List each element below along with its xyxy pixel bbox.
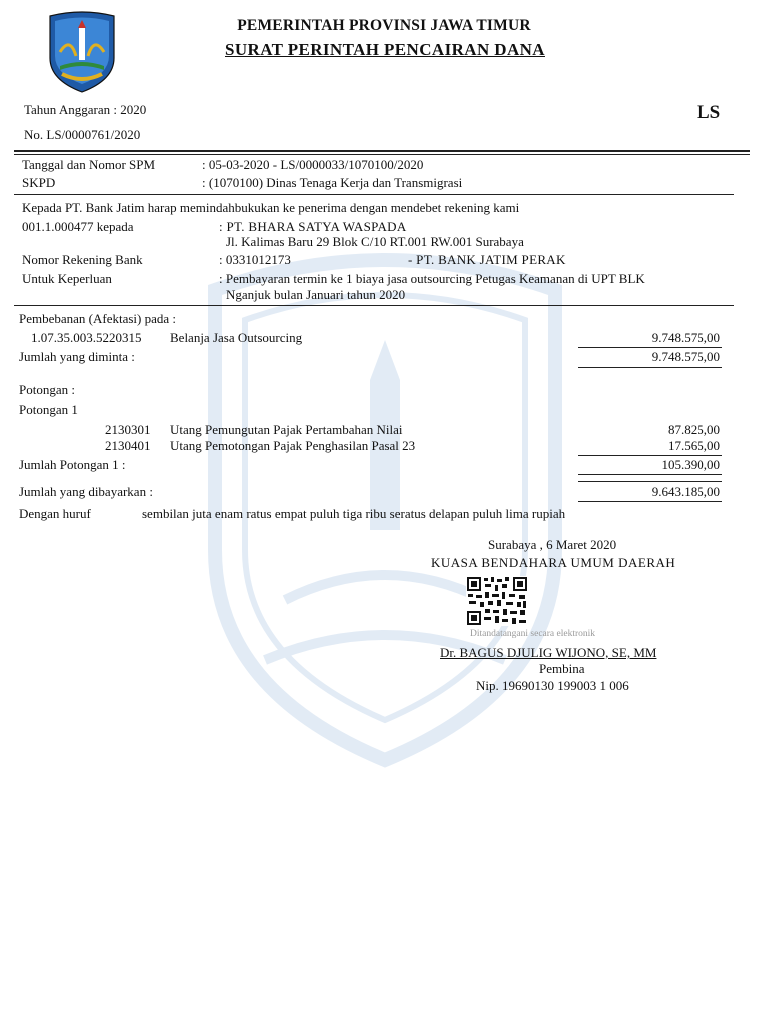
bank-account-label: Nomor Rekening Bank (22, 252, 143, 267)
deduction-description: Utang Pemungutan Pajak Pertambahan Nilai (170, 422, 403, 437)
requested-total-value: 9.748.575,00 (651, 349, 720, 364)
charge-code: 1.07.35.003.5220315 (31, 330, 142, 345)
amount-in-words: sembilan juta enam ratus empat puluh tiga ribu seratus delapan puluh lima rupiah (142, 506, 566, 521)
account-label: 001.1.000477 kepada (22, 219, 134, 234)
spm-date-label: Tanggal dan Nomor SPM (22, 157, 156, 172)
transfer-instruction: Kepada PT. Bank Jatim harap memindahbukukan ke penerima dengan mendebet rekening kami (22, 200, 520, 215)
purpose-line-2: Nganjuk bulan Januari tahun 2020 (226, 287, 406, 302)
deductions-total-label: Jumlah Potongan 1 : (19, 457, 126, 472)
deductions-total-value: 105.390,00 (661, 457, 720, 472)
charge-amount: 9.748.575,00 (651, 330, 720, 345)
amount-in-words-label: Dengan huruf (19, 506, 91, 521)
spm-date-value: : 05-03-2020 - LS/0000033/1070100/2020 (202, 157, 424, 172)
deduction-description: Utang Pemotongan Pajak Penghasilan Pasal 23 (170, 438, 416, 453)
deductions-heading: Potongan : (19, 382, 75, 397)
subtotal-rule (578, 347, 722, 348)
deduction-code: 2130301 (105, 422, 151, 437)
section-divider (14, 305, 734, 306)
signatory-nip: Nip. 19690130 199003 1 006 (476, 678, 629, 693)
document-number: No. LS/0000761/2020 (24, 127, 141, 142)
type-code: LS (697, 102, 721, 123)
net-rule (578, 481, 722, 482)
charge-description: Belanja Jasa Outsourcing (170, 330, 303, 345)
signatory-rank: Pembina (539, 661, 585, 676)
signing-office: KUASA BENDAHARA UMUM DAERAH (431, 555, 676, 570)
qr-code (466, 576, 528, 626)
subtotal-rule (578, 367, 722, 368)
document-title: SURAT PERINTAH PENCAIRAN DANA (225, 40, 545, 59)
deduction-code: 2130401 (105, 438, 151, 453)
subtotal-rule (578, 474, 722, 475)
budget-year: Tahun Anggaran : 2020 (24, 102, 147, 117)
subtotal-rule (578, 455, 722, 456)
deduction-group-label: Potongan 1 (19, 402, 78, 417)
deduction-amount: 87.825,00 (668, 422, 720, 437)
header-divider-thin (14, 154, 750, 155)
recipient-name: : PT. BHARA SATYA WASPADA (219, 219, 407, 234)
government-heading: PEMERINTAH PROVINSI JAWA TIMUR (237, 17, 531, 34)
bank-name: - PT. BANK JATIM PERAK (408, 252, 566, 267)
skpd-label: SKPD (22, 175, 56, 190)
bank-account-value: : 0331012173 (219, 252, 291, 267)
recipient-address: Jl. Kalimas Baru 29 Blok C/10 RT.001 RW.001 Surabaya (226, 234, 524, 249)
purpose-label: Untuk Keperluan (22, 271, 112, 286)
section-divider (14, 194, 734, 195)
net-payment-label: Jumlah yang dibayarkan : (19, 484, 153, 499)
signatory-name: Dr. BAGUS DJULIG WIJONO, SE, MM (440, 645, 657, 660)
electronic-signature-note: Ditandatangani secara elektronik (470, 629, 596, 639)
net-payment-value: 9.643.185,00 (651, 484, 720, 499)
requested-total-label: Jumlah yang diminta : (19, 349, 135, 364)
deduction-amount: 17.565,00 (668, 438, 720, 453)
net-rule (578, 501, 722, 502)
skpd-value: : (1070100) Dinas Tenaga Kerja dan Transmigrasi (202, 175, 463, 190)
purpose-line-1: : Pembayaran termin ke 1 biaya jasa outsourcing Petugas Keamanan di UPT BLK (219, 271, 645, 286)
header-divider (14, 150, 750, 152)
charges-heading: Pembebanan (Afektasi) pada : (19, 311, 177, 326)
place-date: Surabaya , 6 Maret 2020 (488, 537, 617, 552)
